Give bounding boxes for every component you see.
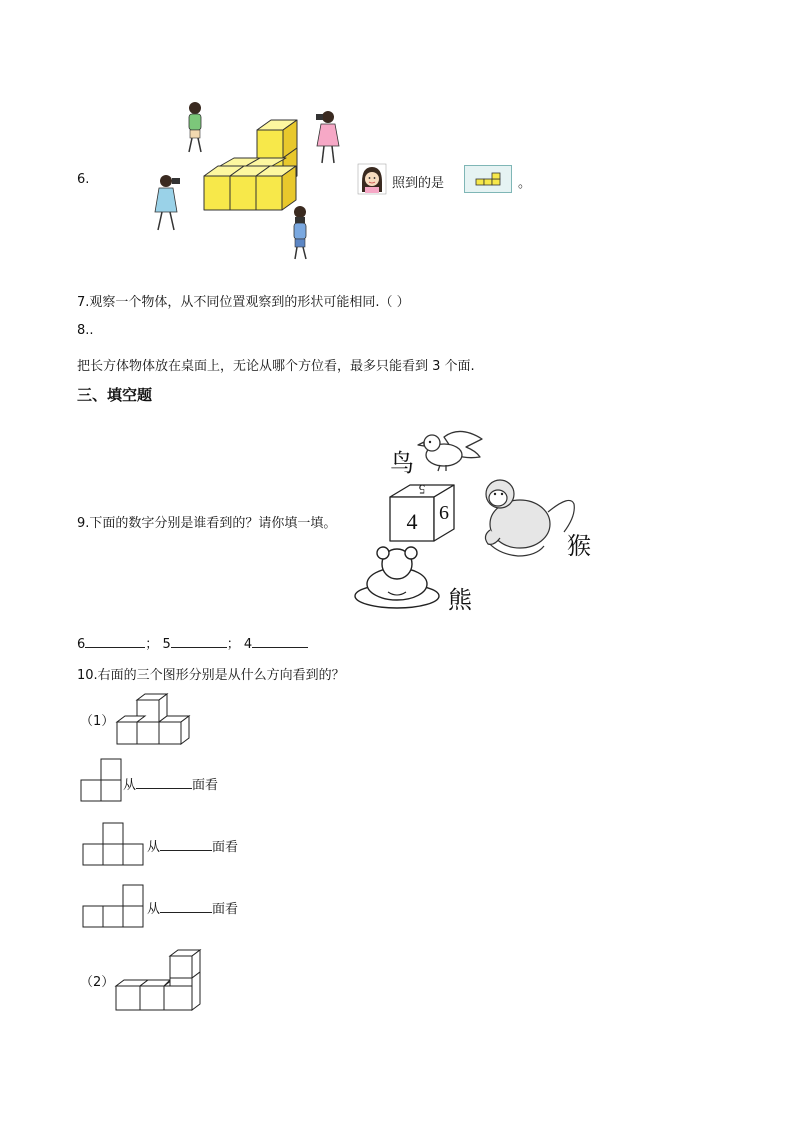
q7-text: 7.观察一个物体，从不同位置观察到的形状可能相同.（ ）	[77, 295, 410, 310]
child-photographer-front-icon	[285, 204, 315, 262]
q10-view-a-figure	[80, 758, 124, 802]
q10-view-c-answer: 从 面看	[147, 898, 238, 917]
answer-6-blank[interactable]	[85, 633, 145, 648]
answer-6-sep: ；	[145, 637, 159, 652]
answer-4-blank[interactable]	[252, 633, 308, 648]
bear-icon	[352, 548, 442, 610]
view-b-blank[interactable]	[160, 836, 212, 851]
q10-view-b-figure	[82, 822, 146, 866]
monkey-label: 猴	[567, 532, 591, 560]
q6-caption: 照到的是	[392, 176, 445, 191]
q10-view-b-answer: 从 面看	[147, 836, 238, 855]
q10-part2-label: （2）	[80, 975, 115, 990]
child-photographer-left-icon	[150, 172, 184, 234]
q10-part1-figure	[115, 698, 195, 746]
q8-text: 把长方体物体放在桌面上，无论从哪个方位看，最多只能看到 3 个面.	[77, 359, 475, 374]
answer-4-label: 4	[243, 637, 253, 652]
answer-5-label: 5	[162, 637, 171, 652]
q10-text: 10.右面的三个图形分别是从什么方向看到的？	[77, 668, 345, 683]
answer-6-label: 6	[77, 637, 86, 652]
q9-text: 9.下面的数字分别是谁看到的？请你填一填。	[77, 516, 337, 531]
q8-number: 8..	[77, 323, 94, 338]
q6-period: 。	[518, 176, 532, 191]
answer-5-sep: ；	[226, 637, 240, 652]
q10-part1-label: （1）	[80, 714, 115, 729]
cube-face-front: 4	[406, 509, 418, 534]
q10-view-c-figure	[82, 884, 146, 928]
child-photographer-right-icon	[312, 108, 342, 168]
answer-5-blank[interactable]	[171, 633, 227, 648]
girl-face-icon	[358, 164, 386, 194]
view-c-blank[interactable]	[160, 898, 212, 913]
child-photographer-top-icon	[180, 100, 210, 155]
q6-number: 6.	[77, 172, 90, 187]
q9-answers	[77, 633, 308, 652]
monkey-icon	[478, 472, 578, 562]
bear-label: 熊	[448, 586, 472, 614]
photo-result-shape	[474, 170, 504, 186]
view-a-blank[interactable]	[136, 774, 192, 789]
cube-face-right: 6	[439, 502, 449, 524]
q10-part2-figure	[114, 946, 206, 1016]
cube-face-top: 5	[418, 482, 426, 497]
bird-label: 鸟	[390, 449, 414, 477]
section-3-title: 三、填空题	[77, 386, 153, 404]
bird-icon	[416, 425, 488, 475]
q10-view-a-answer: 从 面看	[123, 774, 218, 793]
number-cube	[388, 483, 458, 545]
